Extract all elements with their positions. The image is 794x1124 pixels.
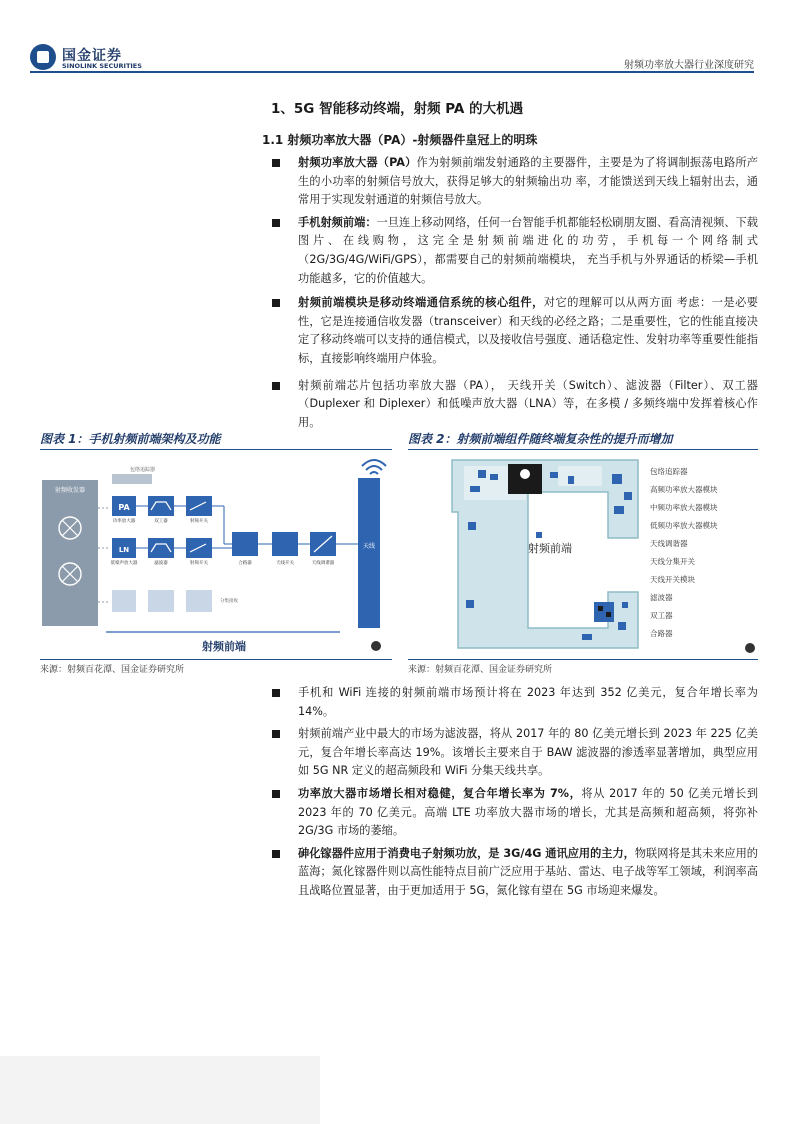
bullet-text: 将从 2017 年的 50 亿美元增长到 2023 年的 70 亿美元。高端 LTE 功率放大器市场的增长，尤其是高频和超高频，将弥补 2G/3G 市场的萎缩。 [298, 786, 759, 838]
filter-block [148, 538, 174, 558]
logo-icon [30, 44, 56, 70]
figure-2-source: 来源：射频百花潭、国金证券研究所 [408, 659, 758, 675]
component-chip [478, 470, 486, 478]
transceiver-label: 射频收发器 [54, 487, 86, 494]
bullet-text: 射频前端产业中最大的市场为滤波器，将从 2017 年的 80 亿美元增长到 2023 年 225 亿美元，复合年增长率高达 19%。该增长主要来自于 BAW 滤波器的渗透率显著增加，典型应用如 5G NR 定义的超高频段和 WiFi 分集天线共享。 [298, 727, 758, 778]
component-chip [536, 532, 542, 538]
logo-en-text: SINOLINK SECURITIES [62, 62, 142, 70]
component-chip [622, 602, 628, 608]
combiner-label: 合路器 [238, 561, 252, 566]
bullet-list-top [268, 154, 758, 436]
legend-item: 合路器 [650, 629, 673, 638]
sidebar-background [0, 1056, 320, 1124]
legend-item: 高频功率放大器模块 [650, 485, 718, 494]
diversity-label: 分集接收 [220, 599, 238, 604]
bullet-bold: 射频功率放大器（PA） [298, 156, 417, 169]
component-chip [468, 522, 476, 530]
phone-board-diagram [408, 452, 758, 656]
diversity-lna-block [112, 590, 136, 612]
component-chip [614, 506, 624, 514]
figure-1-caption: 图表 1：手机射频前端架构及功能 [40, 428, 392, 450]
bullet-item [268, 785, 758, 841]
lna-label: LN [118, 546, 130, 554]
pcb-region [558, 466, 602, 486]
diversity-switch-block [186, 590, 212, 612]
bullet-text: 物联网将是其未来应用的蓝海；氮化镓器件则以高性能特点目前广泛应用于基站、雷达、电子战等军工领域，利润率高且战略位置显著，由于更加适用于 5G，氮化镓有望在 5G 市场迎来爆发。 [298, 846, 758, 897]
filter-label: 滤波器 [154, 561, 168, 566]
env-tracker-label: 包络追踪器 [130, 467, 156, 473]
bullet-square-icon [272, 689, 280, 697]
legend-item: 天线分集开关 [650, 557, 695, 566]
bullet-item [268, 154, 758, 210]
bullet-item [268, 214, 758, 288]
component-chip [470, 486, 480, 492]
legend-item: 滤波器 [650, 593, 673, 602]
diversity-filter-block [148, 590, 174, 612]
duplexer-block [148, 496, 174, 516]
bullet-square-icon [272, 299, 280, 307]
figure-1-source: 来源：射频百花潭、国金证券研究所 [40, 659, 392, 675]
pa-label: PA [118, 503, 130, 512]
antenna-switch-block [272, 532, 298, 556]
bullet-item [268, 725, 758, 781]
duplexer-label: 双工器 [154, 519, 168, 524]
legend-item: 包络追踪器 [650, 467, 688, 476]
figure-2-diagram [408, 452, 758, 656]
watermark-icon [745, 643, 755, 653]
component-chip [568, 476, 574, 484]
bullet-text: 射频前端芯片包括功率放大器（PA）， 天线开关（Switch）、滤波器（Filter）、双工器（Duplexer 和 Diplexer）和低噪声放大器（LNA）等，在多模 / 多频终端中发挥着核心作用。 [298, 378, 758, 429]
bullet-square-icon [272, 850, 280, 858]
legend-item: 天线开关模块 [650, 575, 695, 584]
bullet-square-icon [272, 219, 280, 227]
bullet-bold: 手机射频前端： [298, 215, 377, 229]
component-chip [618, 622, 626, 630]
figure-1-diagram [40, 452, 392, 656]
legend-item: 双工器 [650, 611, 673, 620]
antenna-block [358, 478, 380, 628]
figure-1-footer-label: 射频前端 [202, 640, 246, 653]
company-logo [30, 44, 150, 72]
bullet-bold: 功率放大器市场增长相对稳健，复合年增长率为 7%， [298, 786, 582, 800]
tuner-label: 天线调谐器 [311, 561, 335, 566]
figure-2-caption: 图表 2：射频前端组件随终端复杂性的提升而增加 [408, 428, 758, 450]
bullet-list-bottom [268, 684, 758, 905]
header-divider [30, 71, 754, 73]
bullet-square-icon [272, 730, 280, 738]
bullet-square-icon [272, 790, 280, 798]
rf-frontend-architecture-diagram [40, 452, 392, 656]
document-title: 射频功率放大器行业深度研究 [624, 60, 754, 71]
bullet-bold: 射频前端模块是移动终端通信系统的核心组件， [298, 296, 544, 310]
chip-logo-icon [520, 469, 530, 479]
component-chip [612, 474, 622, 484]
bullet-square-icon [272, 159, 280, 167]
switch-2-label: 射频开关 [190, 561, 208, 566]
legend-item: 天线调谐器 [650, 539, 688, 548]
legend-item: 低频功率放大器模块 [650, 521, 718, 530]
component-chip [466, 600, 474, 608]
bullet-bold: 砷化镓器件应用于消费电子射频功放，是 3G/4G 通讯应用的主力， [298, 846, 635, 860]
bullet-text: 作为射频前端发射通路的主要器件，主要是为了将调制振荡电路所产生的小功率的射频信号放大，获得足够大的射频输出功 率，才能馈送到天线上辐射出去，通常用于实现发射通道的射频信号放大。 [298, 156, 758, 207]
page-header [0, 0, 794, 74]
bullet-square-icon [272, 382, 280, 390]
switch-1-label: 射频开关 [190, 519, 208, 524]
component-chip [624, 492, 632, 500]
transceiver-block [42, 480, 98, 626]
antenna-switch-label: 天线开关 [276, 561, 294, 566]
legend-item: 中频功率放大器模块 [650, 503, 718, 512]
antenna-label: 天线 [362, 543, 376, 550]
bullet-text: 手机和 WiFi 连接的射频前端市场预计将在 2023 年达到 352 亿美元，复合年增长率为 14%。 [298, 686, 758, 718]
bullet-item [268, 845, 758, 901]
rf-frontend-label: 射频前端 [528, 542, 572, 555]
bullet-text: 一旦连上移动网络，任何一台智能手机都能轻松刷朋友圈、看高清视频、下载图片、在线购物，这完全是射频前端进化的功劳，手机每一个网络制式（2G/3G/4G/WiFi/GPS），都需要自己的射频前端模块， 充当手机与外界通话的桥梁—手机功能越多，它的价值越大。 [298, 215, 758, 285]
env-tracker-block [112, 474, 152, 484]
bullet-text: 对它的理解可以从两方面 考虑：一是必要性，它是连接通信收发器（transceiver）和天线的必经之路；二是重要性，它的性能直接决定了移动终端可以支持的通信模式，以及接收信号强度、通话稳定性、发射功率等重要性能指标，直接影响终端用户体验。 [298, 296, 758, 365]
combiner-block [232, 532, 258, 556]
watermark-icon [371, 641, 381, 651]
bullet-item [268, 294, 758, 368]
logo-cn-text: 国金证券 [62, 48, 122, 64]
subsection-heading: 1.1 射频功率放大器（PA）-射频器件皇冠上的明珠 [262, 133, 538, 147]
bullet-item [268, 684, 758, 721]
component-chip [490, 474, 498, 480]
bullet-item [268, 377, 758, 433]
pa-name: 功率放大器 [112, 519, 136, 524]
section-heading: 1、5G 智能移动终端，射频 PA 的大机遇 [271, 101, 524, 117]
component-chip [582, 634, 592, 640]
component-chip [550, 472, 558, 478]
lna-name: 低噪声放大器 [110, 561, 138, 566]
